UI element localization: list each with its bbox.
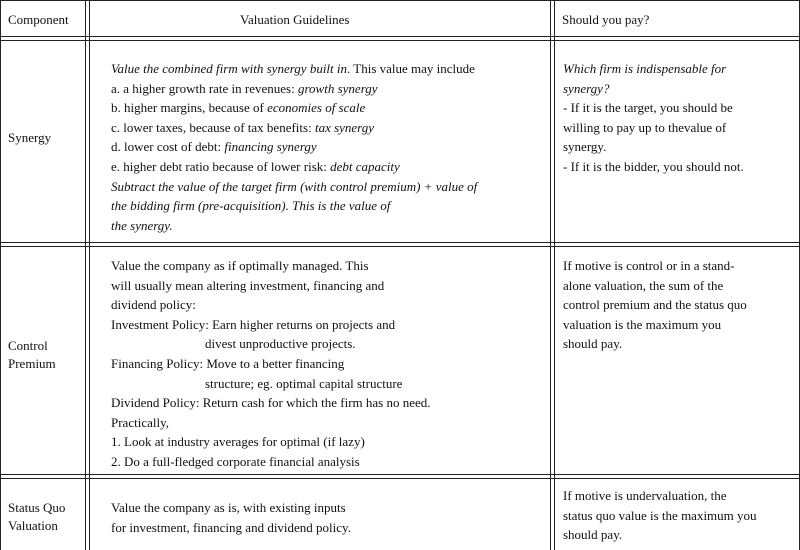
text-run: will usually mean altering investment, financing and	[111, 277, 385, 293]
text-run: synergy.	[563, 139, 607, 155]
control-label-line2: Premium	[8, 356, 56, 371]
text-run: Financing Policy: Move to a better financing	[111, 355, 345, 371]
text-run: structure; eg. optimal capital structure	[205, 375, 403, 391]
synergy-guidelines	[111, 59, 477, 235]
synergy-label: Synergy	[8, 130, 52, 145]
text-line	[563, 295, 747, 315]
table-border-top	[0, 0, 800, 1]
text-run: e. higher debt ratio because of lower risk:	[111, 158, 331, 174]
text-run: alone valuation, the sum of the	[563, 277, 724, 293]
row-divider-2b	[0, 478, 800, 479]
text-line	[111, 452, 431, 472]
text-line	[111, 177, 477, 197]
text-run: status quo value is the maximum you	[563, 507, 757, 523]
header-divider-a	[0, 36, 800, 37]
text-line	[563, 137, 744, 157]
row-divider-1a	[0, 242, 800, 243]
table-border-left	[0, 0, 1, 550]
text-run: c. lower taxes, because of tax benefits:	[111, 119, 315, 135]
row-label-control-premium	[8, 337, 56, 373]
text-run: the synergy.	[111, 217, 173, 233]
text-run: should pay.	[563, 527, 623, 543]
text-line	[563, 486, 757, 506]
text-line	[563, 157, 744, 177]
text-line	[111, 137, 477, 157]
text-run: financing synergy	[224, 139, 317, 155]
row-divider-2a	[0, 474, 800, 475]
text-run: Practically,	[111, 414, 169, 430]
column-divider-1a	[85, 0, 86, 550]
column-divider-1b	[89, 0, 90, 550]
text-run: Value the combined firm with synergy built in	[111, 61, 348, 76]
text-run: b. higher margins, because of	[111, 100, 268, 116]
text-run: 1. Look at industry averages for optimal (if lazy)	[111, 434, 365, 450]
statusquo-pay	[563, 486, 757, 545]
text-line	[111, 118, 477, 138]
text-run: Value the company as if optimally managed. This	[111, 258, 369, 273]
text-line	[111, 79, 477, 99]
text-run: debt capacity	[330, 158, 400, 174]
text-line	[563, 59, 744, 79]
text-line	[111, 334, 431, 354]
row-label-status-quo	[8, 499, 65, 535]
text-line	[111, 315, 431, 335]
text-run: Which firm is indispensable for	[563, 61, 727, 76]
text-line	[111, 216, 477, 236]
header-component: Component	[8, 12, 69, 27]
column-divider-2b	[554, 0, 555, 550]
text-run: divest unproductive projects.	[205, 336, 356, 352]
statusquo-label-line2: Valuation	[8, 518, 58, 533]
header-divider-b	[0, 40, 800, 41]
text-line	[111, 59, 477, 79]
text-run: - If it is the target, you should be	[563, 100, 733, 116]
text-run: d. lower cost of debt:	[111, 139, 225, 155]
column-divider-2a	[550, 0, 551, 550]
row-label-synergy	[8, 128, 51, 148]
control-pay	[563, 256, 747, 354]
text-line	[111, 413, 431, 433]
text-run: willing to pay up to thevalue of	[563, 119, 727, 135]
text-run: Dividend Policy: Return cash for which the firm has no need.	[111, 395, 431, 411]
text-line	[111, 393, 431, 413]
text-run: Value the company as is, with existing inputs	[111, 500, 346, 515]
text-line	[111, 498, 351, 518]
header-should-you-pay: Should you pay?	[562, 12, 650, 27]
text-run: Investment Policy: Earn higher returns on projects and	[111, 316, 396, 332]
text-line	[111, 354, 431, 374]
statusquo-guidelines	[111, 498, 351, 537]
text-line	[111, 98, 477, 118]
text-run: control premium and the status quo	[563, 297, 747, 313]
text-run: Subtract the value of the target firm (with control premium) + value of	[111, 178, 478, 194]
text-line	[563, 334, 747, 354]
text-run: a. a higher growth rate in revenues:	[111, 80, 298, 96]
text-line	[111, 374, 431, 394]
text-line	[563, 98, 744, 118]
text-line	[563, 525, 757, 545]
text-line	[563, 315, 747, 335]
text-run: should pay.	[563, 336, 623, 352]
text-line	[111, 295, 431, 315]
text-run: If motive is control or in a stand-	[563, 258, 735, 273]
text-line	[111, 276, 431, 296]
text-run: the bidding firm (pre-acquisition). This is the value of	[111, 198, 391, 214]
text-line	[111, 196, 477, 216]
text-run: 2. Do a full-fledged corporate financial analysis	[111, 453, 360, 469]
text-run: If motive is undervaluation, the	[563, 488, 727, 503]
text-line	[111, 157, 477, 177]
control-label-line1: Control	[8, 338, 48, 353]
control-guidelines	[111, 256, 431, 472]
header-valuation-guidelines: Valuation Guidelines	[240, 12, 350, 27]
text-line	[111, 518, 351, 538]
synergy-pay	[563, 59, 744, 177]
text-line	[563, 79, 744, 99]
statusquo-label-line1: Status Quo	[8, 500, 66, 515]
text-run: tax synergy	[314, 119, 375, 135]
text-line	[563, 276, 747, 296]
text-line	[563, 506, 757, 526]
text-run: valuation is the maximum you	[563, 316, 722, 332]
text-line	[111, 432, 431, 452]
text-run: for investment, financing and dividend policy.	[111, 519, 351, 535]
text-line	[563, 256, 747, 276]
text-line	[111, 256, 431, 276]
text-run: - If it is the bidder, you should not.	[563, 158, 744, 174]
text-run: . This value may include	[347, 61, 475, 76]
text-run: dividend policy:	[111, 297, 196, 313]
row-divider-1b	[0, 246, 800, 247]
text-run: growth synergy	[297, 80, 378, 96]
text-run: synergy?	[563, 80, 610, 96]
text-line	[563, 118, 744, 138]
text-run: economies of scale	[267, 100, 366, 116]
